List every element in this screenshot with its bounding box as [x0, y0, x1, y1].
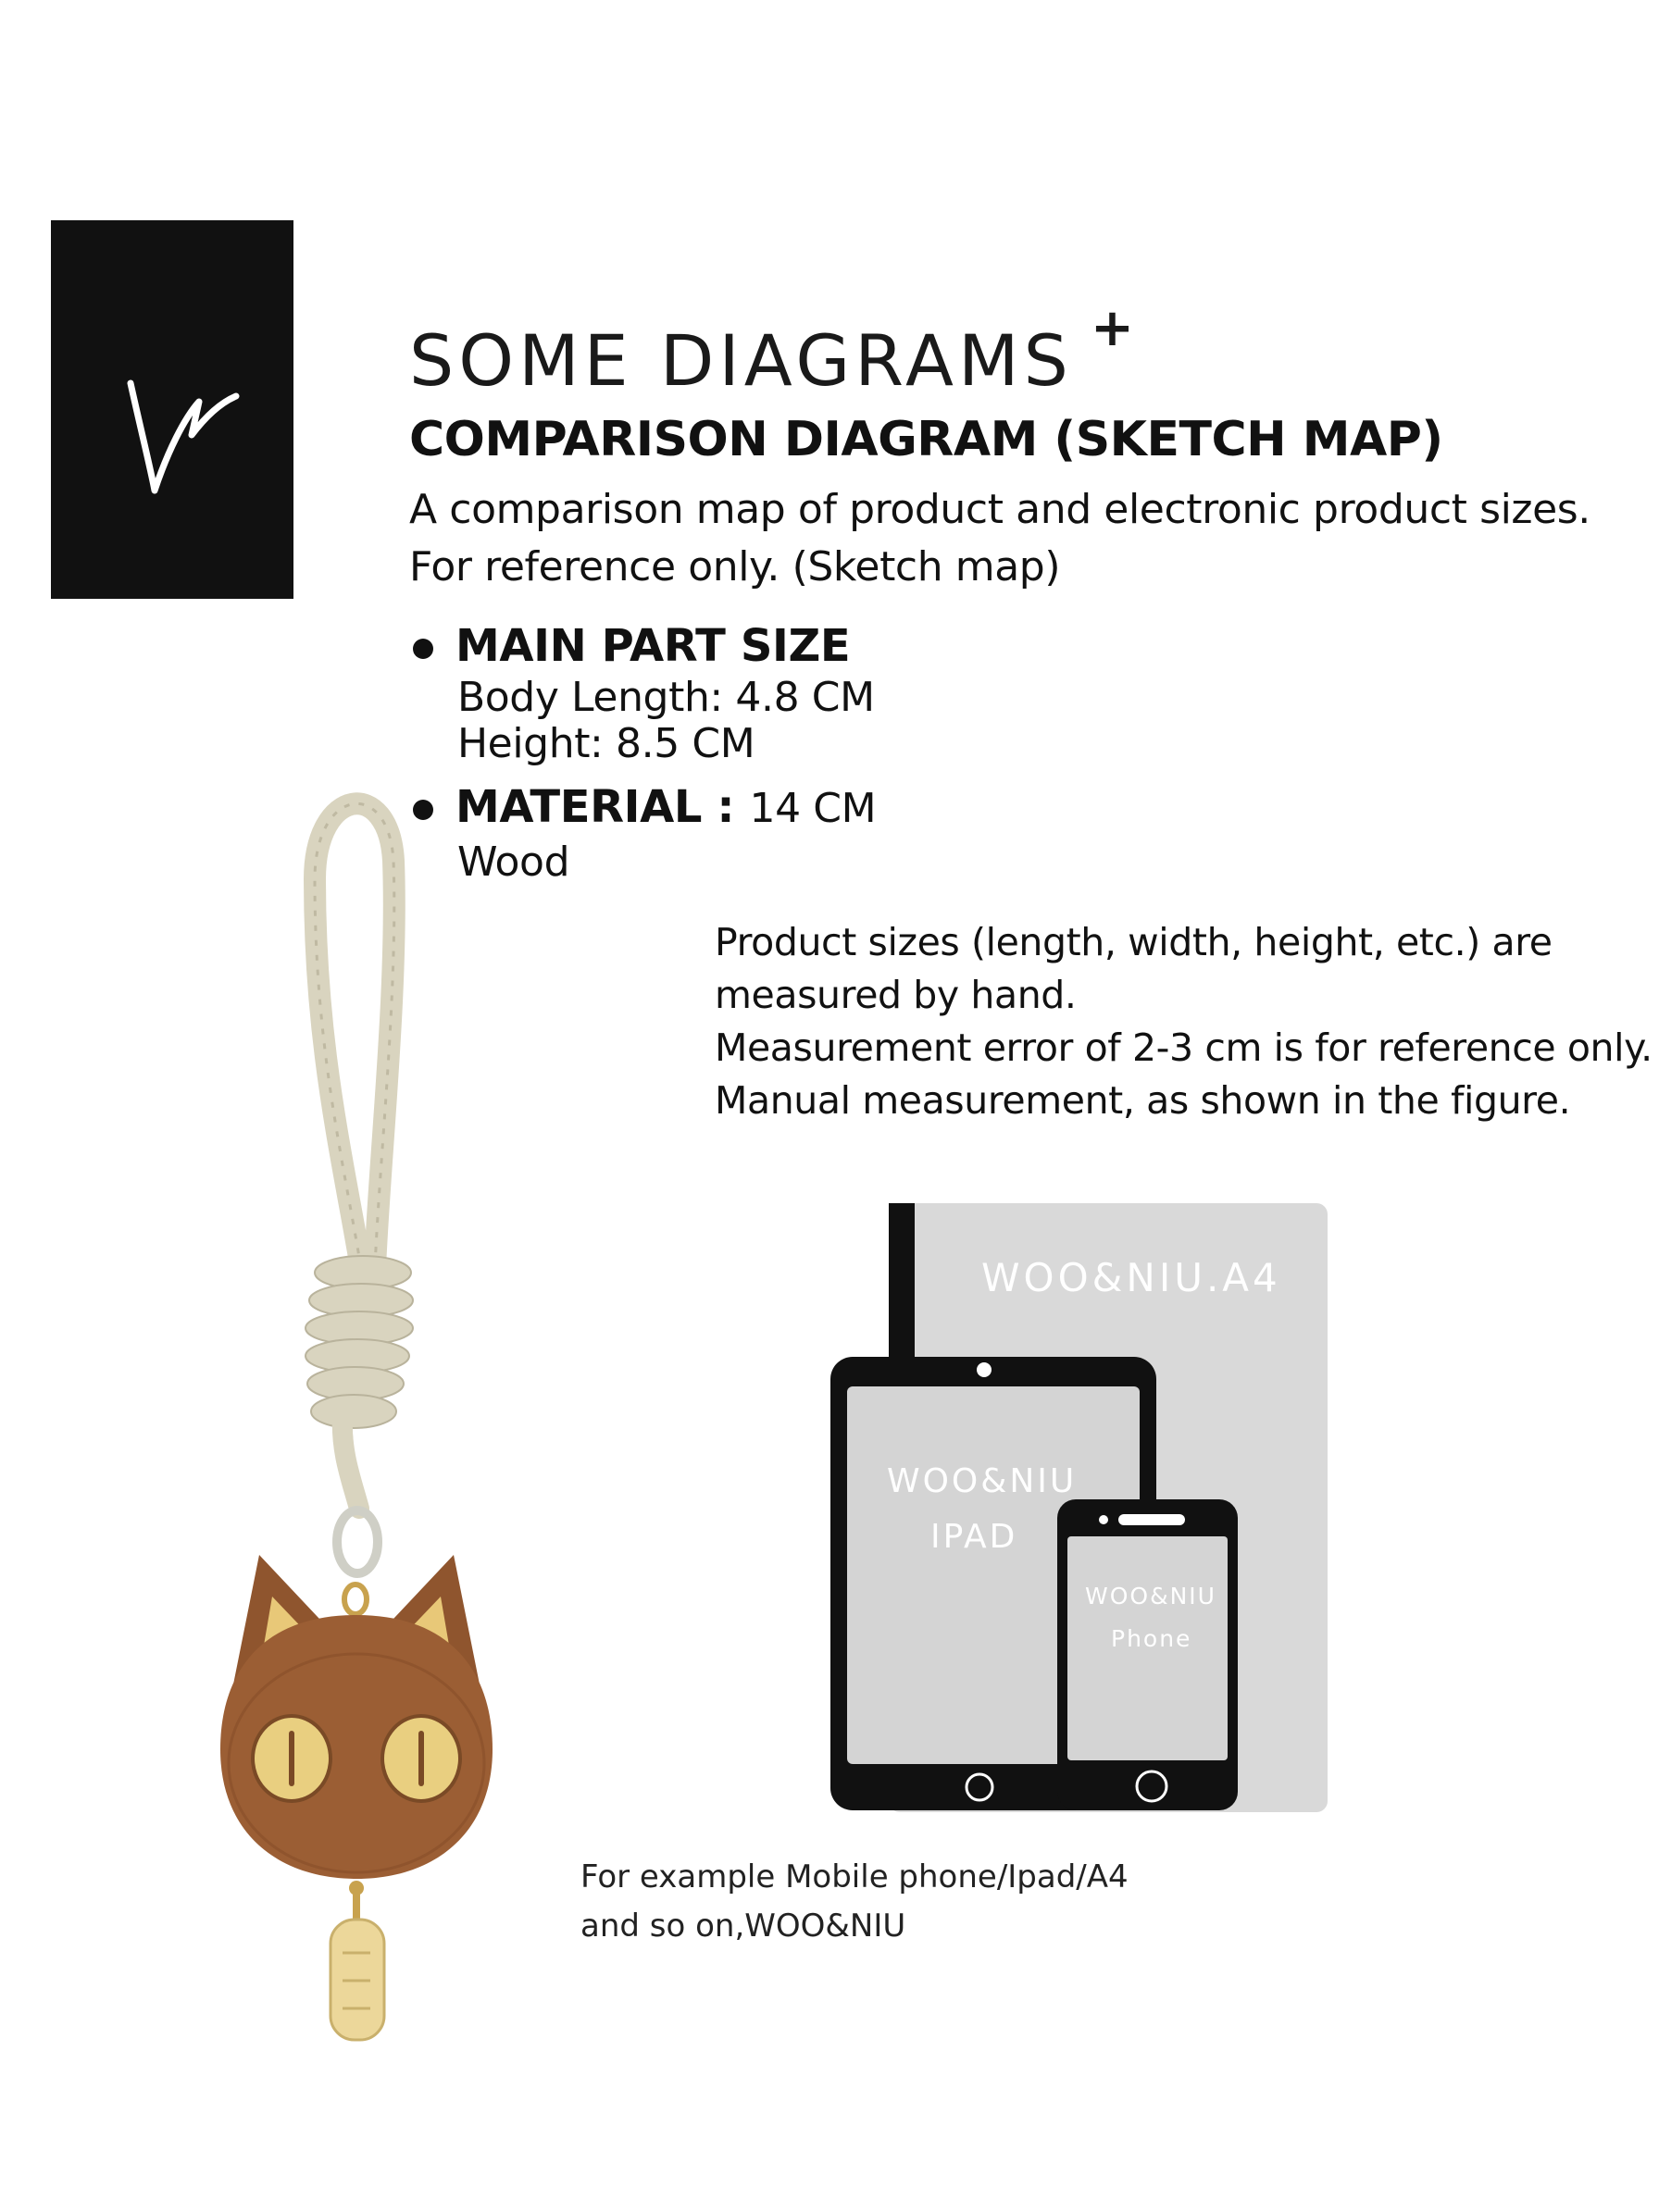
brand-logo — [51, 220, 293, 599]
intro-line: A comparison map of product and electronic product sizes. — [409, 486, 1590, 533]
a4-sheet-edge — [889, 1203, 915, 1361]
example-line: and so on,WOO&NIU — [580, 1908, 906, 1945]
note-line: Measurement error of 2-3 cm is for reference only. — [715, 1025, 1653, 1070]
lanyard-cord — [315, 803, 394, 1268]
cord-knot — [306, 1256, 413, 1428]
phone-speaker — [1118, 1514, 1185, 1525]
page-title: SOME DIAGRAMS — [409, 319, 1073, 402]
main-part-size-label: MAIN PART SIZE — [455, 620, 851, 672]
a4-label: WOO&NIU.A4 — [981, 1255, 1281, 1300]
body-length-value: Body Length: 4.8 CM — [457, 674, 875, 721]
size-comparison-diagram — [824, 1194, 1333, 1814]
material-label: MATERIAL : — [455, 781, 735, 833]
phone-camera — [1099, 1515, 1108, 1524]
cat-keychain-image — [204, 768, 500, 2045]
note-line: Manual measurement, as shown in the figure. — [715, 1078, 1571, 1123]
brand-monogram-icon — [51, 220, 293, 599]
intro-text — [409, 481, 1590, 596]
material-label-row — [455, 781, 876, 833]
ipad-brand-label: WOO&NIU — [887, 1462, 1078, 1500]
note-line: Product sizes (length, width, height, etc.) are — [715, 920, 1553, 964]
page-subtitle: COMPARISON DIAGRAM (SKETCH MAP) — [409, 412, 1443, 467]
phone-label: Phone — [1111, 1625, 1192, 1652]
height-value: Height: 8.5 CM — [457, 720, 755, 767]
ipad-label: IPAD — [930, 1518, 1018, 1556]
material-value: Wood — [457, 839, 570, 886]
intro-line: For reference only. (Sketch map) — [409, 543, 1061, 590]
bullet-dot — [413, 639, 433, 659]
ipad-camera — [977, 1362, 992, 1377]
example-line: For example Mobile phone/Ipad/A4 — [580, 1858, 1129, 1895]
phone-brand-label: WOO&NIU — [1085, 1583, 1216, 1609]
note-line: measured by hand. — [715, 973, 1077, 1017]
title-plus-mark: + — [1091, 298, 1134, 358]
example-caption — [580, 1853, 1129, 1951]
key-ring — [337, 1510, 378, 1573]
cat-keychain-illustration — [204, 768, 500, 2045]
material-inline-value: 14 CM — [749, 785, 877, 832]
measurement-note — [715, 916, 1653, 1127]
